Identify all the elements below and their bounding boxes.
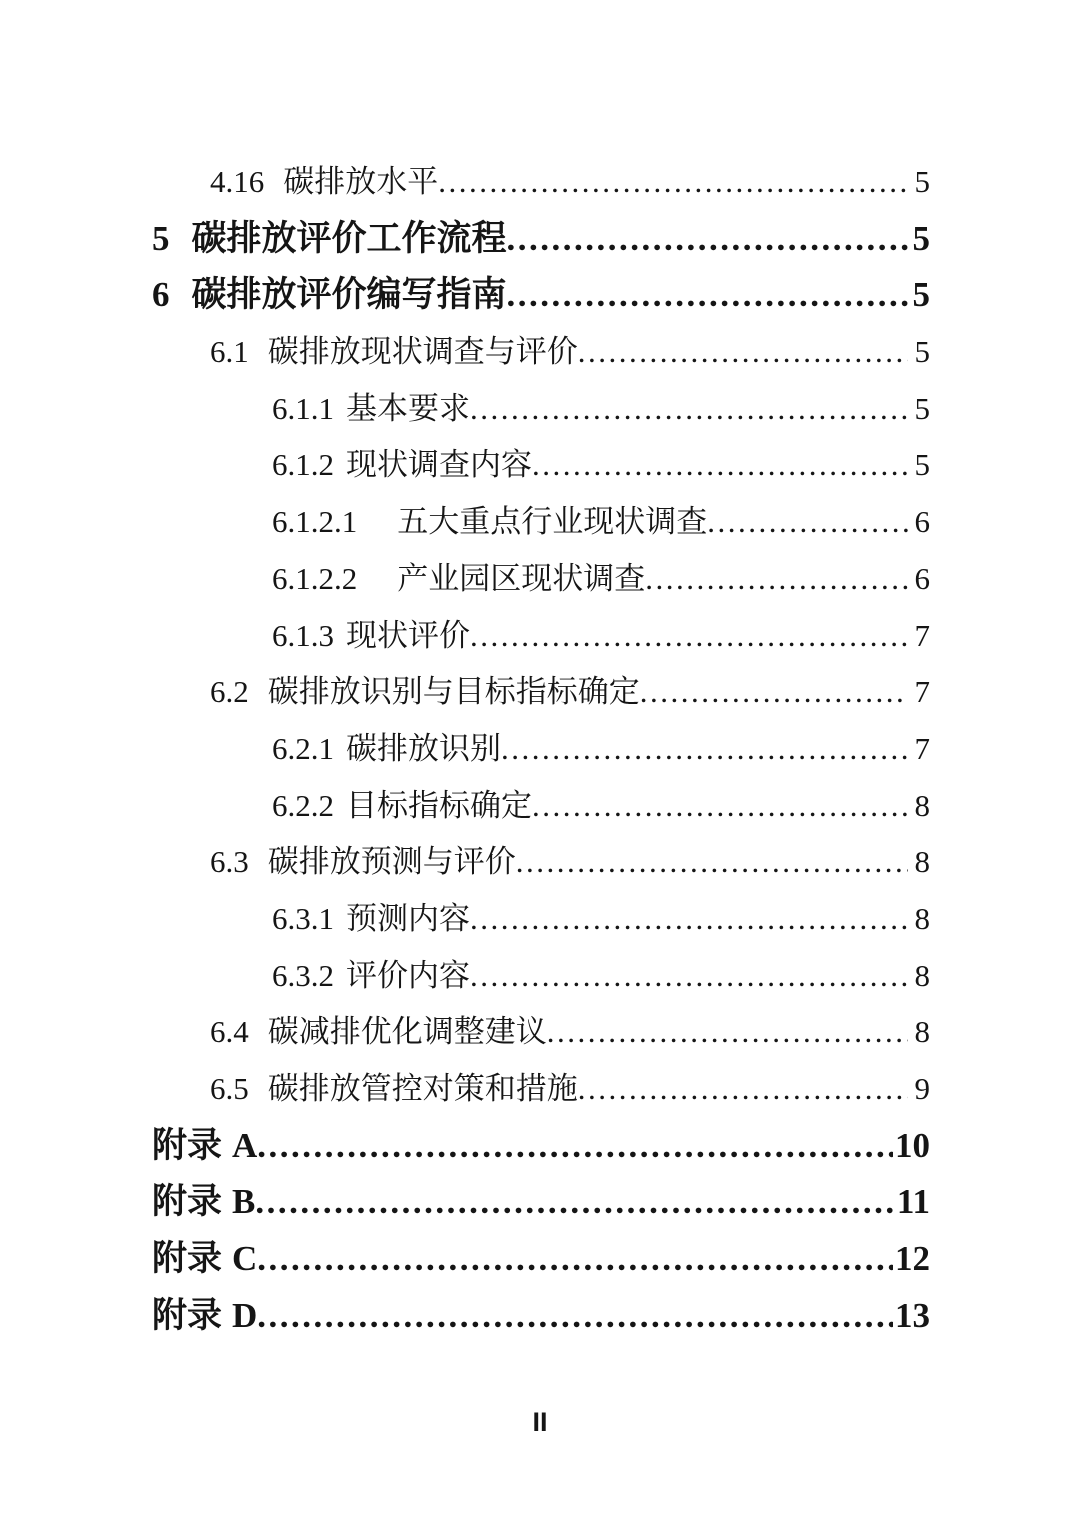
dot-leader (645, 551, 907, 608)
toc-entry-page: 8 (914, 844, 930, 880)
toc-entry-page: 7 (914, 730, 930, 766)
dot-leader (470, 608, 908, 665)
toc-entry[interactable] (152, 1174, 930, 1231)
toc-entry-number: 4.16 (210, 164, 265, 199)
toc-entry-title: 五大重点行业现状调查 (397, 504, 708, 540)
toc-entry-number: 附录 (152, 1239, 223, 1279)
toc-entry-number: 6.5 (210, 1071, 249, 1106)
toc-entry-number: 6.1.2.1 (272, 504, 358, 540)
toc-entry[interactable] (152, 1118, 930, 1175)
dot-leader (255, 1174, 895, 1231)
toc-entry[interactable] (152, 608, 930, 665)
toc-entry-title: 碳减排优化调整建议 (267, 1014, 547, 1050)
toc-entry-title: 碳排放管控对策和措施 (267, 1071, 578, 1106)
toc-entry-page: 7 (914, 674, 930, 710)
toc-entry-title: 预测内容 (346, 900, 470, 936)
dot-leader (257, 1288, 893, 1345)
dot-leader (470, 381, 908, 438)
dot-leader (578, 324, 908, 381)
toc-entry-page: 5 (912, 275, 930, 315)
toc-entry-page: 8 (914, 957, 930, 993)
toc-entry-number: 6.1.1 (272, 390, 334, 426)
toc-entry-number: 6.3.1 (272, 900, 334, 936)
dot-leader (470, 948, 908, 1005)
dot-leader (257, 1118, 893, 1175)
toc-entry-title: 基本要求 (346, 390, 470, 426)
toc-entry-title: 目标指标确定 (346, 787, 532, 823)
toc-entry-number: 附录 (152, 1125, 223, 1165)
toc-entry[interactable] (152, 834, 930, 891)
table-of-contents (152, 154, 930, 1344)
toc-entry-title: 碳排放评价工作流程 (191, 218, 507, 258)
toc-entry-number: 6.1 (210, 334, 249, 370)
toc-entry[interactable] (152, 154, 930, 211)
page-number-footer: II (532, 1407, 548, 1437)
toc-entry-page: 5 (912, 218, 930, 258)
toc-entry-title: 碳排放水平 (283, 164, 439, 199)
toc-entry-title: 碳排放识别 (346, 730, 501, 766)
toc-entry[interactable] (152, 381, 930, 438)
toc-entry-number: 6.2 (210, 674, 249, 710)
toc-entry[interactable] (152, 1004, 930, 1061)
toc-entry-page: 9 (914, 1071, 930, 1106)
toc-entry[interactable] (152, 1231, 930, 1288)
toc-entry[interactable] (152, 211, 930, 268)
toc-entry-number: 5 (152, 218, 170, 258)
toc-entry-number: 6 (152, 275, 170, 315)
dot-leader (578, 1061, 908, 1118)
toc-entry[interactable] (152, 437, 930, 494)
toc-entry-title: 评价内容 (346, 957, 470, 993)
dot-leader (640, 664, 908, 721)
toc-entry-title: B (232, 1182, 256, 1222)
toc-entry[interactable] (152, 664, 930, 721)
toc-entry-page: 6 (914, 560, 930, 596)
toc-entry[interactable] (152, 1061, 930, 1118)
dot-leader (532, 437, 908, 494)
toc-entry-title: A (232, 1125, 258, 1165)
toc-entry-page: 13 (895, 1295, 930, 1335)
toc-entry[interactable] (152, 1288, 930, 1345)
dot-leader (707, 494, 907, 551)
toc-entry-page: 10 (895, 1125, 930, 1165)
toc-entry-title: 碳排放识别与目标指标确定 (267, 674, 640, 710)
toc-entry-title: C (232, 1239, 258, 1279)
toc-entry-number: 6.1.2 (272, 447, 334, 483)
toc-entry-page: 5 (914, 164, 930, 199)
toc-entry-number: 6.1.2.2 (272, 560, 358, 596)
toc-entry-page: 5 (914, 334, 930, 370)
toc-entry-number: 6.3 (210, 844, 249, 880)
toc-entry-title: 碳排放现状调查与评价 (267, 334, 578, 370)
toc-entry[interactable] (152, 778, 930, 835)
toc-entry-page: 7 (914, 617, 930, 653)
toc-entry-title: 产业园区现状调查 (397, 560, 646, 596)
dot-leader (532, 778, 908, 835)
toc-entry[interactable] (152, 324, 930, 381)
toc-entry[interactable] (152, 721, 930, 778)
toc-entry-title: 碳排放预测与评价 (267, 844, 516, 880)
dot-leader (507, 267, 911, 324)
toc-entry-page: 6 (914, 504, 930, 540)
toc-entry-page: 11 (896, 1182, 930, 1222)
toc-entry-number: 6.1.3 (272, 617, 334, 653)
toc-entry-page: 8 (914, 787, 930, 823)
toc-entry[interactable] (152, 551, 930, 608)
dot-leader (470, 891, 908, 948)
toc-entry-title: 现状调查内容 (346, 447, 532, 483)
toc-entry[interactable] (152, 891, 930, 948)
toc-entry-page: 12 (895, 1239, 930, 1279)
dot-leader (516, 834, 908, 891)
toc-entry-page: 8 (914, 900, 930, 936)
toc-entry-number: 附录 (152, 1182, 223, 1222)
toc-entry[interactable] (152, 267, 930, 324)
toc-entry[interactable] (152, 494, 930, 551)
toc-entry-title: D (232, 1295, 258, 1335)
toc-entry-number: 6.3.2 (272, 957, 334, 993)
toc-entry-number: 附录 (152, 1295, 223, 1335)
dot-leader (507, 211, 911, 268)
dot-leader (501, 721, 908, 778)
dot-leader (257, 1231, 893, 1288)
dot-leader (438, 154, 907, 211)
toc-entry-page: 8 (914, 1014, 930, 1050)
toc-entry-page: 5 (914, 447, 930, 483)
toc-entry-number: 6.4 (210, 1014, 249, 1050)
toc-entry-title: 碳排放评价编写指南 (191, 275, 507, 315)
toc-entry[interactable] (152, 948, 930, 1005)
toc-entry-page: 5 (914, 390, 930, 426)
toc-entry-title: 现状评价 (346, 617, 470, 653)
toc-entry-number: 6.2.2 (272, 787, 334, 823)
dot-leader (547, 1004, 908, 1061)
toc-entry-number: 6.2.1 (272, 730, 334, 766)
